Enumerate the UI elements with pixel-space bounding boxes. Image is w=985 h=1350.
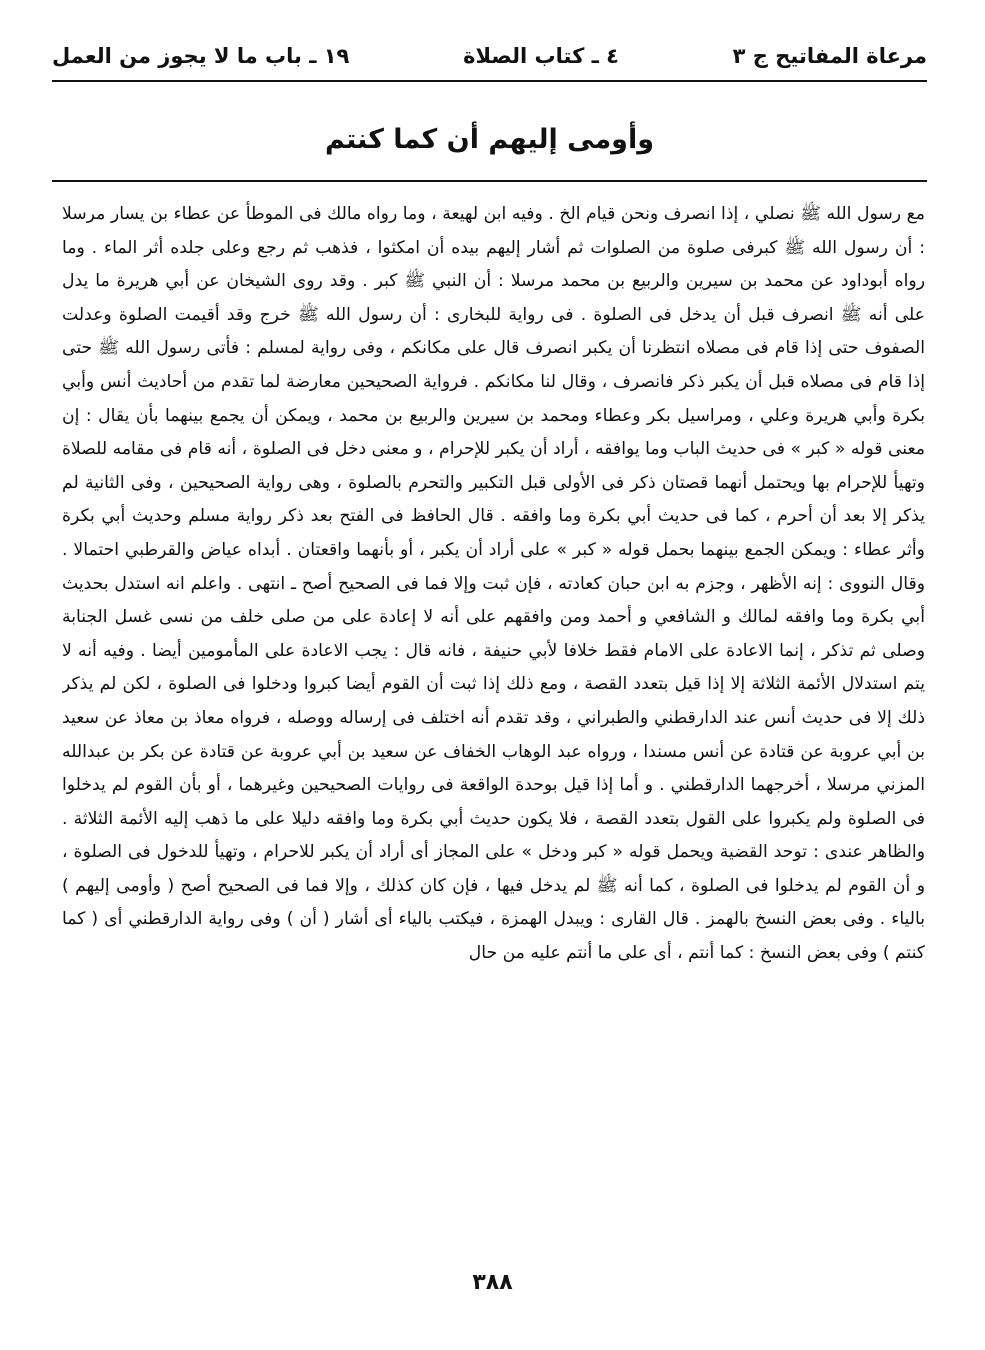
header-section: ١٩ ـ باب ما لا يجوز من العمل <box>52 44 350 68</box>
commentary-paragraph: مع رسول الله ﷺ نصلي ، إذا انصرف ونحن قيام الخ . وفيه ابن لهيعة ، وما رواه مالك فى الموطأ عن عطاء بن يسار مرسلا : أن رسول الله ﷺ كبرفى صلوة من الصلوات ثم أشار إليهم بيده أن امكثوا ، فذهب ثم رجع وعلى جلده أثر الماء . وما رواه أبوداود عن محمد بن سيرين والربيع بن محمد مرسلا : أن النبي ﷺ كبر . وقد روى الشيخان عن أبي هريرة ما يدل على أنه ﷺ انصرف قبل أن يدخل فى الصلوة . فى رواية للبخارى : أن رسول الله ﷺ خرج وقد أقيمت الصلوة وعدلت الصفوف حتى إذا قام فى مصلاه انتظرنا أن يكبر انصرف قال على مكانكم ، وفى رواية لمسلم : فأتى رسول الله ﷺ حتى إذا قام فى مصلاه قبل أن يكبر ذكر فانصرف ، وقال لنا مكانكم . فرواية الصحيحين معارضة لما تقدم من أحاديث أنس وأبي بكرة وأبي هريرة وعلي ، ومراسيل بكر وعطاء ومحمد بن سيرين والربيع بن محمد ، ويمكن أن يجمع بينهما بأن يقال : إن معنى قوله « كبر » فى حديث الباب وما يوافقه ، أراد أن يكبر للإحرام ، و معنى دخل فى الصلوة ، أنه قام فى مقامه للصلاة وتهيأ للإحرام بها ويحتمل أنهما قصتان ذكر فى الأولى قبل التكبير والتحرم بالصلوة ، وهى رواية الصحيحين ، وفى الثانية لم يذكر إلا بعد أن أحرم ، كما فى حديث أبي بكرة وما وافقه . قال الحافظ فى الفتح بعد ذكر رواية مسلم وحديث أبي بكرة وأثر عطاء : ويمكن الجمع بينهما بحمل قوله « كبر » على أراد أن يكبر ، أو بأنهما واقعتان . أبداه عياض والقرطبي احتمالا . وقال النووى : إنه الأظهر ، وجزم به ابن حبان كعادته ، فإن ثبت وإلا فما فى الصحيح أصح ـ انتهى . واعلم انه استدل بحديث أبي بكرة وما وافقه لمالك و الشافعي و أحمد ومن وافقهم على أنه لا إعادة على من صلى خلف من نسى غسل الجنابة وصلى ثم تذكر ، إنما الاعادة على الامام فقط خلافا لأبي حنيفة ، فانه قال : يجب الاعادة على المأمومين أيضا . وفيه أنه لا يتم استدلال الأئمة الثلاثة إلا إذا قيل بتعدد القصة ، ومع ذلك إذا ثبت أن القوم أيضا كبروا ودخلوا فى الصلوة ، لكن لم يذكر ذلك إلا فى حديث أنس عند الدارقطني والطبراني ، وقد تقدم أنه اختلف فى إرساله ووصله ، فرواه معاذ بن معاذ عن سعيد بن أبي عروبة عن قتادة عن أنس مسندا ، ورواه عبد الوهاب الخفاف عن سعيد بن أبي عروبة عن قتادة عن بكر بن عبدالله المزني مرسلا ، أخرجهما الدارقطني . و أما إذا قيل بوحدة الواقعة فى روايات الصحيحين وغيرهما ، أو بأن القوم لم يدخلوا فى الصلوة ولم يكبروا على القول بتعدد القصة ، فلا يكون حديث أبي بكرة وما وافقه دليلا على ما ذهب إليه الأئمة الثلاثة . والظاهر عندى : توحد القضية ويحمل قوله « كبر ودخل » على المجاز أى أراد أن يكبر للاحرام ، وتهيأ للدخول فى الصلوة ، و أن القوم لم يدخلوا فى الصلوة ، كما أنه ﷺ لم يدخل فيها ، فإن كان كذلك ، وإلا فما فى الصحيح أصح ( وأومى إليهم ) بالياء . وفى بعض النسخ بالهمز . قال القارى : ويبدل الهمزة ، فيكتب بالياء أى أشار ( أن ) وفى رواية الدارقطني أى ( كما كنتم ) وفى بعض النسخ : كما أنتم ، أى على ما أنتم عليه من حال <box>62 204 925 964</box>
hadith-text-heading: وأومى إليهم أن كما كنتم <box>324 124 655 155</box>
header-book-volume: مرعاة المفاتيح ج ٣ <box>732 44 927 68</box>
commentary-body <box>62 198 925 1258</box>
matn-divider <box>52 180 927 182</box>
header-chapter: ٤ ـ كتاب الصلاة <box>463 44 619 68</box>
header-divider <box>52 80 927 82</box>
running-header <box>52 38 927 74</box>
page-number: ٣٨٨ <box>472 1270 513 1295</box>
